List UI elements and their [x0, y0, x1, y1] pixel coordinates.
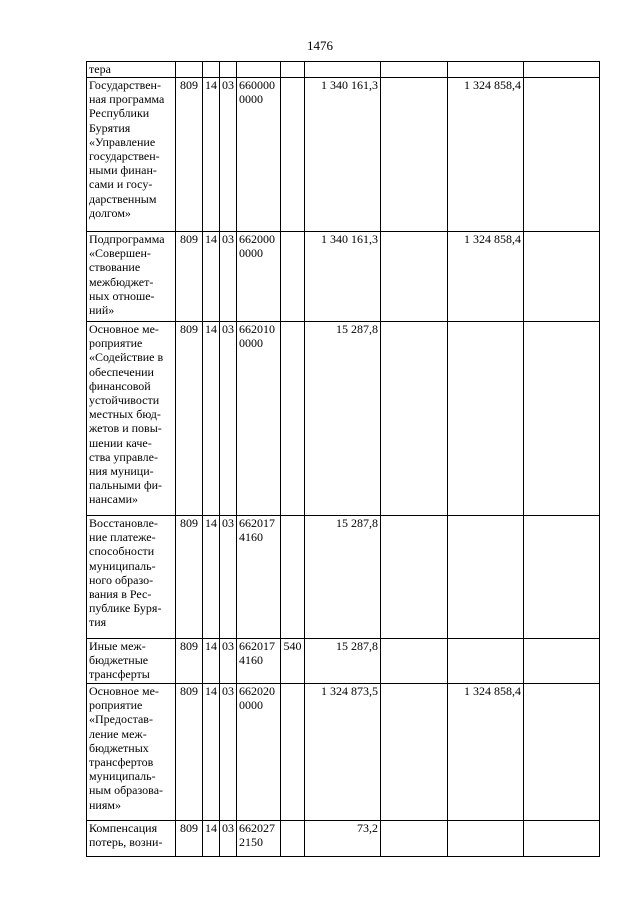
budget-table [86, 61, 600, 857]
sum2-cell [381, 639, 448, 684]
sum2-cell [381, 322, 448, 516]
rz-cell: 14 [203, 322, 220, 516]
sum2-cell [381, 232, 448, 322]
gr-cell [176, 62, 203, 78]
gr-cell: 809 [176, 821, 203, 857]
sum2-cell [381, 78, 448, 232]
row-name-cell: тера [87, 62, 176, 78]
csr-cell [237, 62, 281, 78]
vr-cell [281, 78, 305, 232]
row-name-cell: Государствен- ная программа Республики Бурятия «Управление государствен- ными финан- сами и госу- дарственным долгом» [87, 78, 176, 232]
vr-cell [281, 821, 305, 857]
sum4-cell [524, 821, 600, 857]
sum2-cell [381, 684, 448, 821]
pr-cell: 03 [220, 684, 237, 821]
sum3-cell [448, 62, 524, 78]
sum3-cell [448, 821, 524, 857]
sum2-cell [381, 821, 448, 857]
vr-cell [281, 62, 305, 78]
pr-cell: 03 [220, 322, 237, 516]
sum3-cell: 1 324 858,4 [448, 684, 524, 821]
row-name-cell: Компенсация потерь, возни- [87, 821, 176, 857]
gr-cell: 809 [176, 684, 203, 821]
sum2-cell [381, 516, 448, 639]
gr-cell: 809 [176, 322, 203, 516]
sum1-cell: 1 340 161,3 [305, 232, 381, 322]
gr-cell: 809 [176, 639, 203, 684]
vr-cell [281, 516, 305, 639]
gr-cell: 809 [176, 232, 203, 322]
pr-cell: 03 [220, 232, 237, 322]
gr-cell: 809 [176, 516, 203, 639]
sum4-cell [524, 62, 600, 78]
sum2-cell [381, 62, 448, 78]
page-number: 1476 [307, 38, 333, 53]
row-name-cell: Основное ме- роприятие «Предостав- ление меж- бюджетных трансфертов муниципаль- ным образова- ниям» [87, 684, 176, 821]
csr-cell: 662017 4160 [237, 516, 281, 639]
sum1-cell: 1 324 873,5 [305, 684, 381, 821]
row-name-cell: Подпрограмма «Совершен- ствование межбюджет- ных отноше- ний» [87, 232, 176, 322]
sum4-cell [524, 232, 600, 322]
sum4-cell [524, 639, 600, 684]
sum1-cell [305, 62, 381, 78]
pr-cell: 03 [220, 639, 237, 684]
csr-cell: 662010 0000 [237, 322, 281, 516]
rz-cell: 14 [203, 516, 220, 639]
csr-cell: 662020 0000 [237, 684, 281, 821]
csr-cell: 660000 0000 [237, 78, 281, 232]
sum1-cell: 15 287,8 [305, 639, 381, 684]
sum3-cell: 1 324 858,4 [448, 78, 524, 232]
rz-cell [203, 62, 220, 78]
csr-cell: 662000 0000 [237, 232, 281, 322]
sum4-cell [524, 78, 600, 232]
rz-cell: 14 [203, 684, 220, 821]
sum3-cell [448, 639, 524, 684]
vr-cell [281, 684, 305, 821]
pr-cell: 03 [220, 78, 237, 232]
sum1-cell: 1 340 161,3 [305, 78, 381, 232]
table-row [87, 516, 600, 639]
vr-cell [281, 322, 305, 516]
table-row [87, 322, 600, 516]
sum1-cell: 15 287,8 [305, 322, 381, 516]
gr-cell: 809 [176, 78, 203, 232]
row-name-cell: Иные меж- бюджетные трансферты [87, 639, 176, 684]
sum3-cell: 1 324 858,4 [448, 232, 524, 322]
rz-cell: 14 [203, 232, 220, 322]
table-row [87, 232, 600, 322]
table-row [87, 684, 600, 821]
table-row [87, 821, 600, 857]
sum4-cell [524, 516, 600, 639]
sum1-cell: 73,2 [305, 821, 381, 857]
pr-cell: 03 [220, 516, 237, 639]
rz-cell: 14 [203, 78, 220, 232]
rz-cell: 14 [203, 821, 220, 857]
rz-cell: 14 [203, 639, 220, 684]
table-row [87, 78, 600, 232]
sum1-cell: 15 287,8 [305, 516, 381, 639]
sum4-cell [524, 322, 600, 516]
vr-cell [281, 232, 305, 322]
row-name-cell: Восстановле- ние платеже- способности муниципаль- ного образо- вания в Рес- публике Буря- тия [87, 516, 176, 639]
row-name-cell: Основное ме- роприятие «Содействие в обеспечении финансовой устойчивости местных бюд- жетов и повы- шении каче- ства управле- ния муници- пальными фи- нансами» [87, 322, 176, 516]
vr-cell: 540 [281, 639, 305, 684]
csr-cell: 662017 4160 [237, 639, 281, 684]
pr-cell: 03 [220, 821, 237, 857]
sum4-cell [524, 684, 600, 821]
pr-cell [220, 62, 237, 78]
sum3-cell [448, 516, 524, 639]
table-row [87, 639, 600, 684]
csr-cell: 662027 2150 [237, 821, 281, 857]
sum3-cell [448, 322, 524, 516]
table-row [87, 62, 600, 78]
